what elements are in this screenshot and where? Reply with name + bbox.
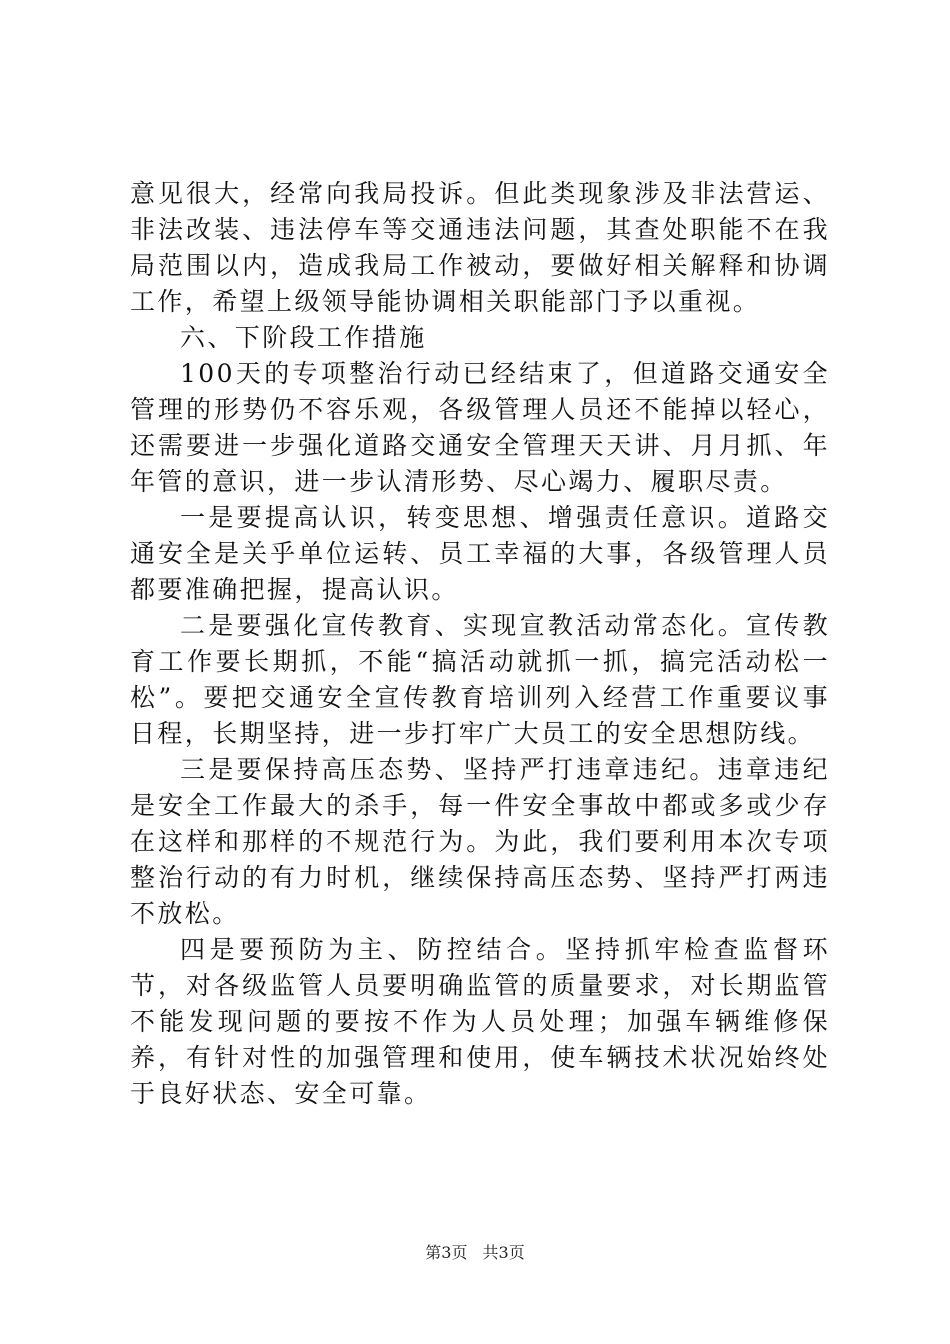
page-total: 共3页 xyxy=(482,1243,525,1262)
paragraph-1: 意见很大，经常向我局投诉。但此类现象涉及非法营运、非法改装、违法停车等交通违法问题，其查处职能不在我局范围以内，造成我局工作被动，要做好相关解释和协调工作，希望上级领导能协调相关职能部门予以重视。 xyxy=(130,179,830,316)
section-heading-next-steps: 六、下阶段工作措施 xyxy=(180,323,427,352)
paragraph-2: 100天的专项整治行动已经结束了，但道路交通安全管理的形势仍不容乐观，各级管理人员还不能掉以轻心，还需要进一步强化道路交通安全管理天天讲、月月抓、年年管的意识，进一步认清形势、尽心竭力、履职尽责。 xyxy=(130,359,830,496)
paragraph-3: 一是要提高认识，转变思想、增强责任意识。道路交通安全是关乎单位运转、员工幸福的大事，各级管理人员都要准确把握，提高认识。 xyxy=(130,503,830,604)
paragraph-4: 二是要强化宣传教育、实现宣教活动常态化。宣传教育工作要长期抓，不能“搞活动就抓一抓，搞完活动松一松”。要把交通安全宣传教育培训列入经营工作重要议事日程，长期坚持，进一步打牢广大员工的安全思想防线。 xyxy=(130,611,830,748)
paragraph-5: 三是要保持高压态势、坚持严打违章违纪。违章违纪是安全工作最大的杀手，每一件安全事故中都或多或少存在这样和那样的不规范行为。为此，我们要利用本次专项整治行动的有力时机，继续保持高压态势、坚持严打两违不放松。 xyxy=(130,755,830,928)
page-number: 第3页 xyxy=(425,1243,468,1262)
page-footer xyxy=(0,1243,950,1263)
paragraph-6: 四是要预防为主、防控结合。坚持抓牢检查监督环节，对各级监管人员要明确监管的质量要求，对长期监管不能发现问题的要按不作为人员处理；加强车辆维修保养，有针对性的加强管理和使用，使车辆技术状况始终处于良好状态、安全可靠。 xyxy=(130,935,830,1108)
document-body xyxy=(130,176,830,1112)
